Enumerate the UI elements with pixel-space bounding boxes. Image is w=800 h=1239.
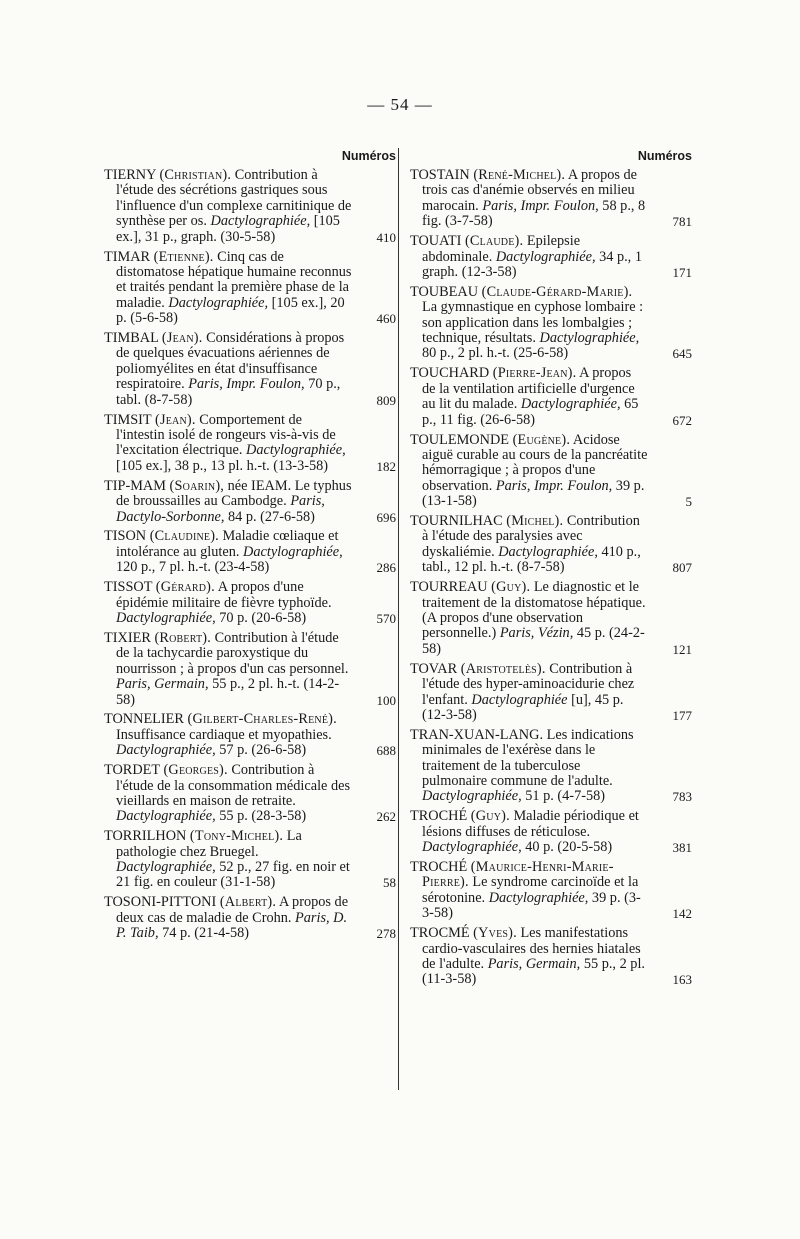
entry-number: 286 [376, 560, 396, 576]
author-first-name: (Pierre-Jean). [492, 365, 577, 382]
thesis-title: La pathologie chez Bruegel. [116, 828, 302, 860]
bibliography-entry [410, 285, 692, 362]
author-first-name: (Georges). [163, 762, 228, 779]
publisher: Dactylographiée, [210, 213, 311, 230]
publisher: Paris, Impr. Foulon, [482, 197, 599, 214]
thesis-title: A propos de la ventilation artificielle d'urgence au lit du malade. [422, 365, 635, 413]
bibliography-entry [410, 433, 692, 510]
author-surname: TROCMÉ [410, 925, 470, 942]
author-first-name: (Claude-Gérard-Marie). [481, 283, 633, 300]
entry-number: 809 [376, 392, 396, 408]
thesis-title: Acidose aiguë curable au cours de la pancréatite hémorragique ; à propos d'une observation. [422, 431, 648, 494]
author-surname: TOURREAU [410, 579, 488, 596]
publication-details: 84 p. (27-6-58) [224, 508, 315, 525]
author-first-name: (Michel). [506, 513, 564, 530]
thesis-title: Contribution à l'étude des sécrétions gastriques sous l'influence d'un complexe carnitinique de synthèse per os. [116, 167, 352, 230]
author-surname: TORDET [104, 762, 160, 779]
author-first-name: (Yves). [473, 925, 517, 942]
entry-number: 182 [376, 458, 396, 474]
entry-number: 381 [672, 840, 692, 856]
entry-number: 121 [672, 641, 692, 657]
publisher: Dactylographiée, [168, 294, 269, 311]
bibliography-entry [410, 580, 692, 657]
thesis-title: Insuffisance cardiaque et myopathies. [116, 726, 332, 743]
right-column [410, 146, 692, 992]
author-surname: TOURNILHAC [410, 513, 503, 530]
author-surname: TOVAR [410, 660, 458, 677]
entry-number: 5 [685, 494, 692, 510]
publisher: Paris, Impr. Foulon, [495, 477, 613, 494]
publication-details: [105 ex.], 38 p., 13 pl. h.-t. (13-3-58) [116, 457, 329, 474]
thesis-title: Contribution à l'étude des paralysies avec dyskaliémie. [422, 513, 640, 560]
publisher: Dactylographiée [471, 691, 568, 708]
publisher: Dactylographiée, [246, 442, 346, 459]
publisher: Dactylographiée, [498, 543, 598, 560]
thesis-title: Les manifestations cardio-vasculaires des hernies hiatales de l'adulte. [422, 925, 641, 972]
author-first-name: (Jean). [161, 330, 203, 347]
thesis-title: Epilepsie abdominale. [422, 233, 581, 265]
publisher: Dactylographiée, [488, 889, 589, 906]
bibliography-entry [104, 250, 396, 327]
author-first-name: (Guy). [491, 579, 531, 596]
thesis-title: Les indications minimales de l'exérèse dans le traitement de la tuberculose pulmonaire commune de l'adulte. [422, 726, 634, 790]
bibliography-entry [410, 234, 692, 280]
author-surname: TOUATI [410, 233, 462, 250]
author-first-name: (Eugène). [512, 431, 571, 448]
publisher: Paris, Vézin, [499, 625, 574, 642]
author-surname: TORRILHON [104, 828, 187, 845]
entry-number: 262 [376, 809, 396, 825]
publication-details: 57 p. (26-6-58) [215, 742, 307, 759]
author-surname: TIMSIT [104, 411, 152, 428]
thesis-title: Comportement de l'intestin isolé de rongeurs vis-à-vis de l'excitation électrique. [116, 411, 336, 459]
entry-number: 688 [376, 743, 396, 759]
entry-number: 645 [672, 346, 692, 362]
bibliography-entry [410, 926, 692, 988]
column-header: Numéros [341, 149, 396, 163]
thesis-title: née IEAM. Le typhus de broussailles au Cambodge. [116, 477, 352, 510]
bibliography-entry [104, 829, 396, 891]
author-surname: TIXIER [104, 629, 151, 646]
thesis-title: Maladie périodique et lésions diffuses de réticulose. [422, 808, 639, 840]
author-surname: TOSONI-PITTONI [104, 894, 217, 911]
entry-number: 177 [672, 707, 692, 723]
entry-number: 163 [672, 972, 692, 988]
publisher: Dactylographiée, [116, 609, 216, 626]
thesis-title: Le diagnostic et le traitement de la distomatose hépatique. (A propos d'une observation personnelle.) [422, 579, 646, 642]
author-surname: TISON [104, 528, 147, 545]
author-surname: TONNELIER [104, 711, 184, 728]
author-first-name: (Jean). [154, 411, 196, 428]
publication-details: 40 p. (20-5-58) [521, 839, 613, 856]
author-first-name: (Gilbert-Charles-René). [187, 711, 337, 728]
thesis-title: A propos d'une épidémie militaire de fièvre typhoïde. [116, 579, 332, 611]
author-surname: TRAN-XUAN-LANG. [410, 726, 544, 743]
thesis-title: Contribution à l'étude des hyper-aminoacidurie chez l'enfant. [422, 660, 635, 708]
bibliography-entry [410, 728, 692, 805]
bibliography-entry [104, 479, 396, 525]
author-surname: TROCHÉ [410, 859, 468, 876]
publisher: Paris, D. P. Taib, [116, 909, 348, 942]
author-first-name: (Tony-Michel). [189, 828, 284, 845]
publication-details: 70 p., tabl. (8-7-58) [116, 376, 341, 408]
author-surname: TISSOT [104, 579, 153, 596]
author-first-name: (Claudine). [149, 528, 219, 545]
publication-details: [u], 45 p. (12-3-58) [422, 691, 624, 723]
thesis-title: A propos de trois cas d'anémie observés en milieu marocain. [422, 167, 638, 214]
author-surname: TOULEMONDE [410, 431, 510, 448]
publisher: Dactylographiée, [116, 742, 216, 759]
publication-details: 39 p. (13-1-58) [422, 477, 645, 510]
thesis-title: Cinq cas de distomatose hépatique humaine reconnus et traités pendant la première phase de la maladie. [116, 248, 352, 311]
publication-details: 70 p. (20-6-58) [215, 609, 307, 626]
bibliography-entry [410, 662, 692, 724]
author-first-name: (Claude). [464, 233, 524, 250]
bibliography-entry [104, 895, 396, 941]
column-divider [398, 148, 399, 1090]
bibliography-entry [104, 529, 396, 575]
author-surname: TOSTAIN [410, 167, 470, 183]
author-first-name: (René-Michel). [473, 167, 566, 183]
publisher: Paris, Dactylo-Sorbonne, [116, 493, 325, 525]
bibliography-entry [410, 809, 692, 855]
author-surname: TIMAR [104, 248, 151, 265]
author-surname: TOUCHARD [410, 365, 490, 382]
author-surname: TROCHÉ [410, 808, 468, 825]
column-header: Numéros [637, 149, 692, 163]
publication-details: 34 p., 1 graph. (12-3-58) [422, 248, 642, 280]
bibliography-entry [104, 168, 396, 245]
publisher: Dactylographiée, [539, 330, 640, 347]
entry-number: 58 [383, 875, 396, 891]
thesis-title: Maladie cœliaque et intolérance au gluten. [116, 528, 339, 560]
bibliography-entry [410, 366, 692, 428]
bibliography-entry [104, 413, 396, 475]
entry-number: 783 [672, 789, 692, 805]
publisher: Paris, Germain, [116, 676, 209, 693]
entry-number: 171 [672, 264, 692, 280]
thesis-title: Contribution à l'étude de la consommation médicale des vieillards en maison de retraite. [116, 762, 351, 809]
publication-details: 80 p., 2 pl. h.-t. (25-6-58) [422, 345, 569, 362]
publication-details: 52 p., 27 fig. en noir et 21 fig. en couleur (31-1-58) [116, 859, 350, 891]
publisher: Dactylographiée, [495, 248, 596, 265]
entry-number: 672 [672, 412, 692, 428]
publication-details: 120 p., 7 pl. h.-t. (23-4-58) [116, 559, 270, 576]
publisher: Dactylographiée, [422, 839, 522, 856]
author-surname: TOUBEAU [410, 283, 479, 300]
page-number: — 54 — [367, 95, 433, 114]
entry-number: 781 [672, 214, 692, 230]
entry-number: 460 [376, 311, 396, 327]
publisher: Paris, Germain, [487, 956, 581, 972]
entry-number: 410 [376, 229, 396, 245]
publisher: Dactylographiée, [520, 396, 621, 413]
author-first-name: (Albert). [219, 894, 277, 911]
publication-details: 65 p., 11 fig. (26-6-58) [422, 396, 639, 428]
bibliography-entry [104, 712, 396, 758]
entry-number: 100 [376, 692, 396, 708]
author-first-name: (Etienne). [153, 248, 214, 265]
bibliography-entry [410, 860, 692, 922]
bibliography-entry [104, 580, 396, 626]
publisher: Dactylographiée, [422, 788, 522, 805]
entry-number: 570 [376, 610, 396, 626]
author-surname: TIP-MAM [104, 477, 166, 494]
entry-number: 278 [376, 926, 396, 942]
entry-number: 807 [672, 560, 692, 576]
publisher: Paris, Impr. Foulon, [188, 376, 305, 393]
entry-number: 696 [376, 509, 396, 525]
bibliography-entry [104, 331, 396, 408]
publication-details: 51 p. (4-7-58) [521, 788, 606, 805]
publication-details: [105 ex.], 31 p., graph. (30-5-58) [116, 213, 340, 245]
publication-details: 74 p. (21-4-58) [158, 925, 250, 942]
bibliography-entry [104, 763, 396, 825]
thesis-title: La gymnastique en cyphose lombaire : son application dans les lombalgies ; technique, résultats. [422, 299, 644, 347]
author-surname: TIERNY [104, 167, 156, 183]
thesis-title: Le syndrome carcinoïde et la sérotonine. [422, 874, 639, 906]
publication-details: [105 ex.], 20 p. (5-6-58) [116, 294, 345, 327]
thesis-title: Contribution à l'étude de la tachycardie paroxystique du nourrisson ; à propos d'un cas personnel. [116, 629, 349, 677]
author-first-name: (Guy). [470, 808, 510, 825]
publication-details: 58 p., 8 fig. (3-7-58) [422, 197, 646, 230]
author-first-name: (Soarin), [169, 477, 225, 494]
entry-number: 142 [672, 906, 692, 922]
bibliography-entry [104, 631, 396, 708]
publisher: Dactylographiée, [243, 543, 343, 560]
publisher: Dactylographiée, [116, 859, 216, 876]
thesis-title: A propos de deux cas de maladie de Crohn. [116, 894, 349, 926]
publisher: Dactylographiée, [116, 808, 216, 825]
author-first-name: (Maurice-Henri-Marie-Pierre). [422, 859, 614, 891]
author-first-name: (Gérard). [155, 579, 215, 596]
author-first-name: (Aristotelès). [460, 660, 546, 677]
publication-details: 39 p. (3-3-58) [422, 889, 641, 922]
publication-details: 410 p., tabl., 12 pl. h.-t. (8-7-58) [422, 543, 641, 576]
publication-details: 55 p. (28-3-58) [215, 808, 307, 825]
thesis-title: Considérations à propos de quelques évacuations aériennes de poliomyélites en état d'insuffisance respiratoire. [116, 330, 345, 393]
author-first-name: (Robert). [154, 629, 212, 646]
bibliography-entry [410, 168, 692, 230]
left-column [104, 146, 396, 946]
publication-details: 45 p. (24-2-58) [422, 625, 645, 657]
publication-details: 55 p., 2 pl. h.-t. (14-2-58) [116, 676, 340, 708]
author-surname: TIMBAL [104, 330, 159, 347]
publication-details: 55 p., 2 pl. (11-3-58) [422, 956, 645, 988]
bibliography-entry [410, 514, 692, 576]
author-first-name: (Christian). [159, 167, 232, 183]
